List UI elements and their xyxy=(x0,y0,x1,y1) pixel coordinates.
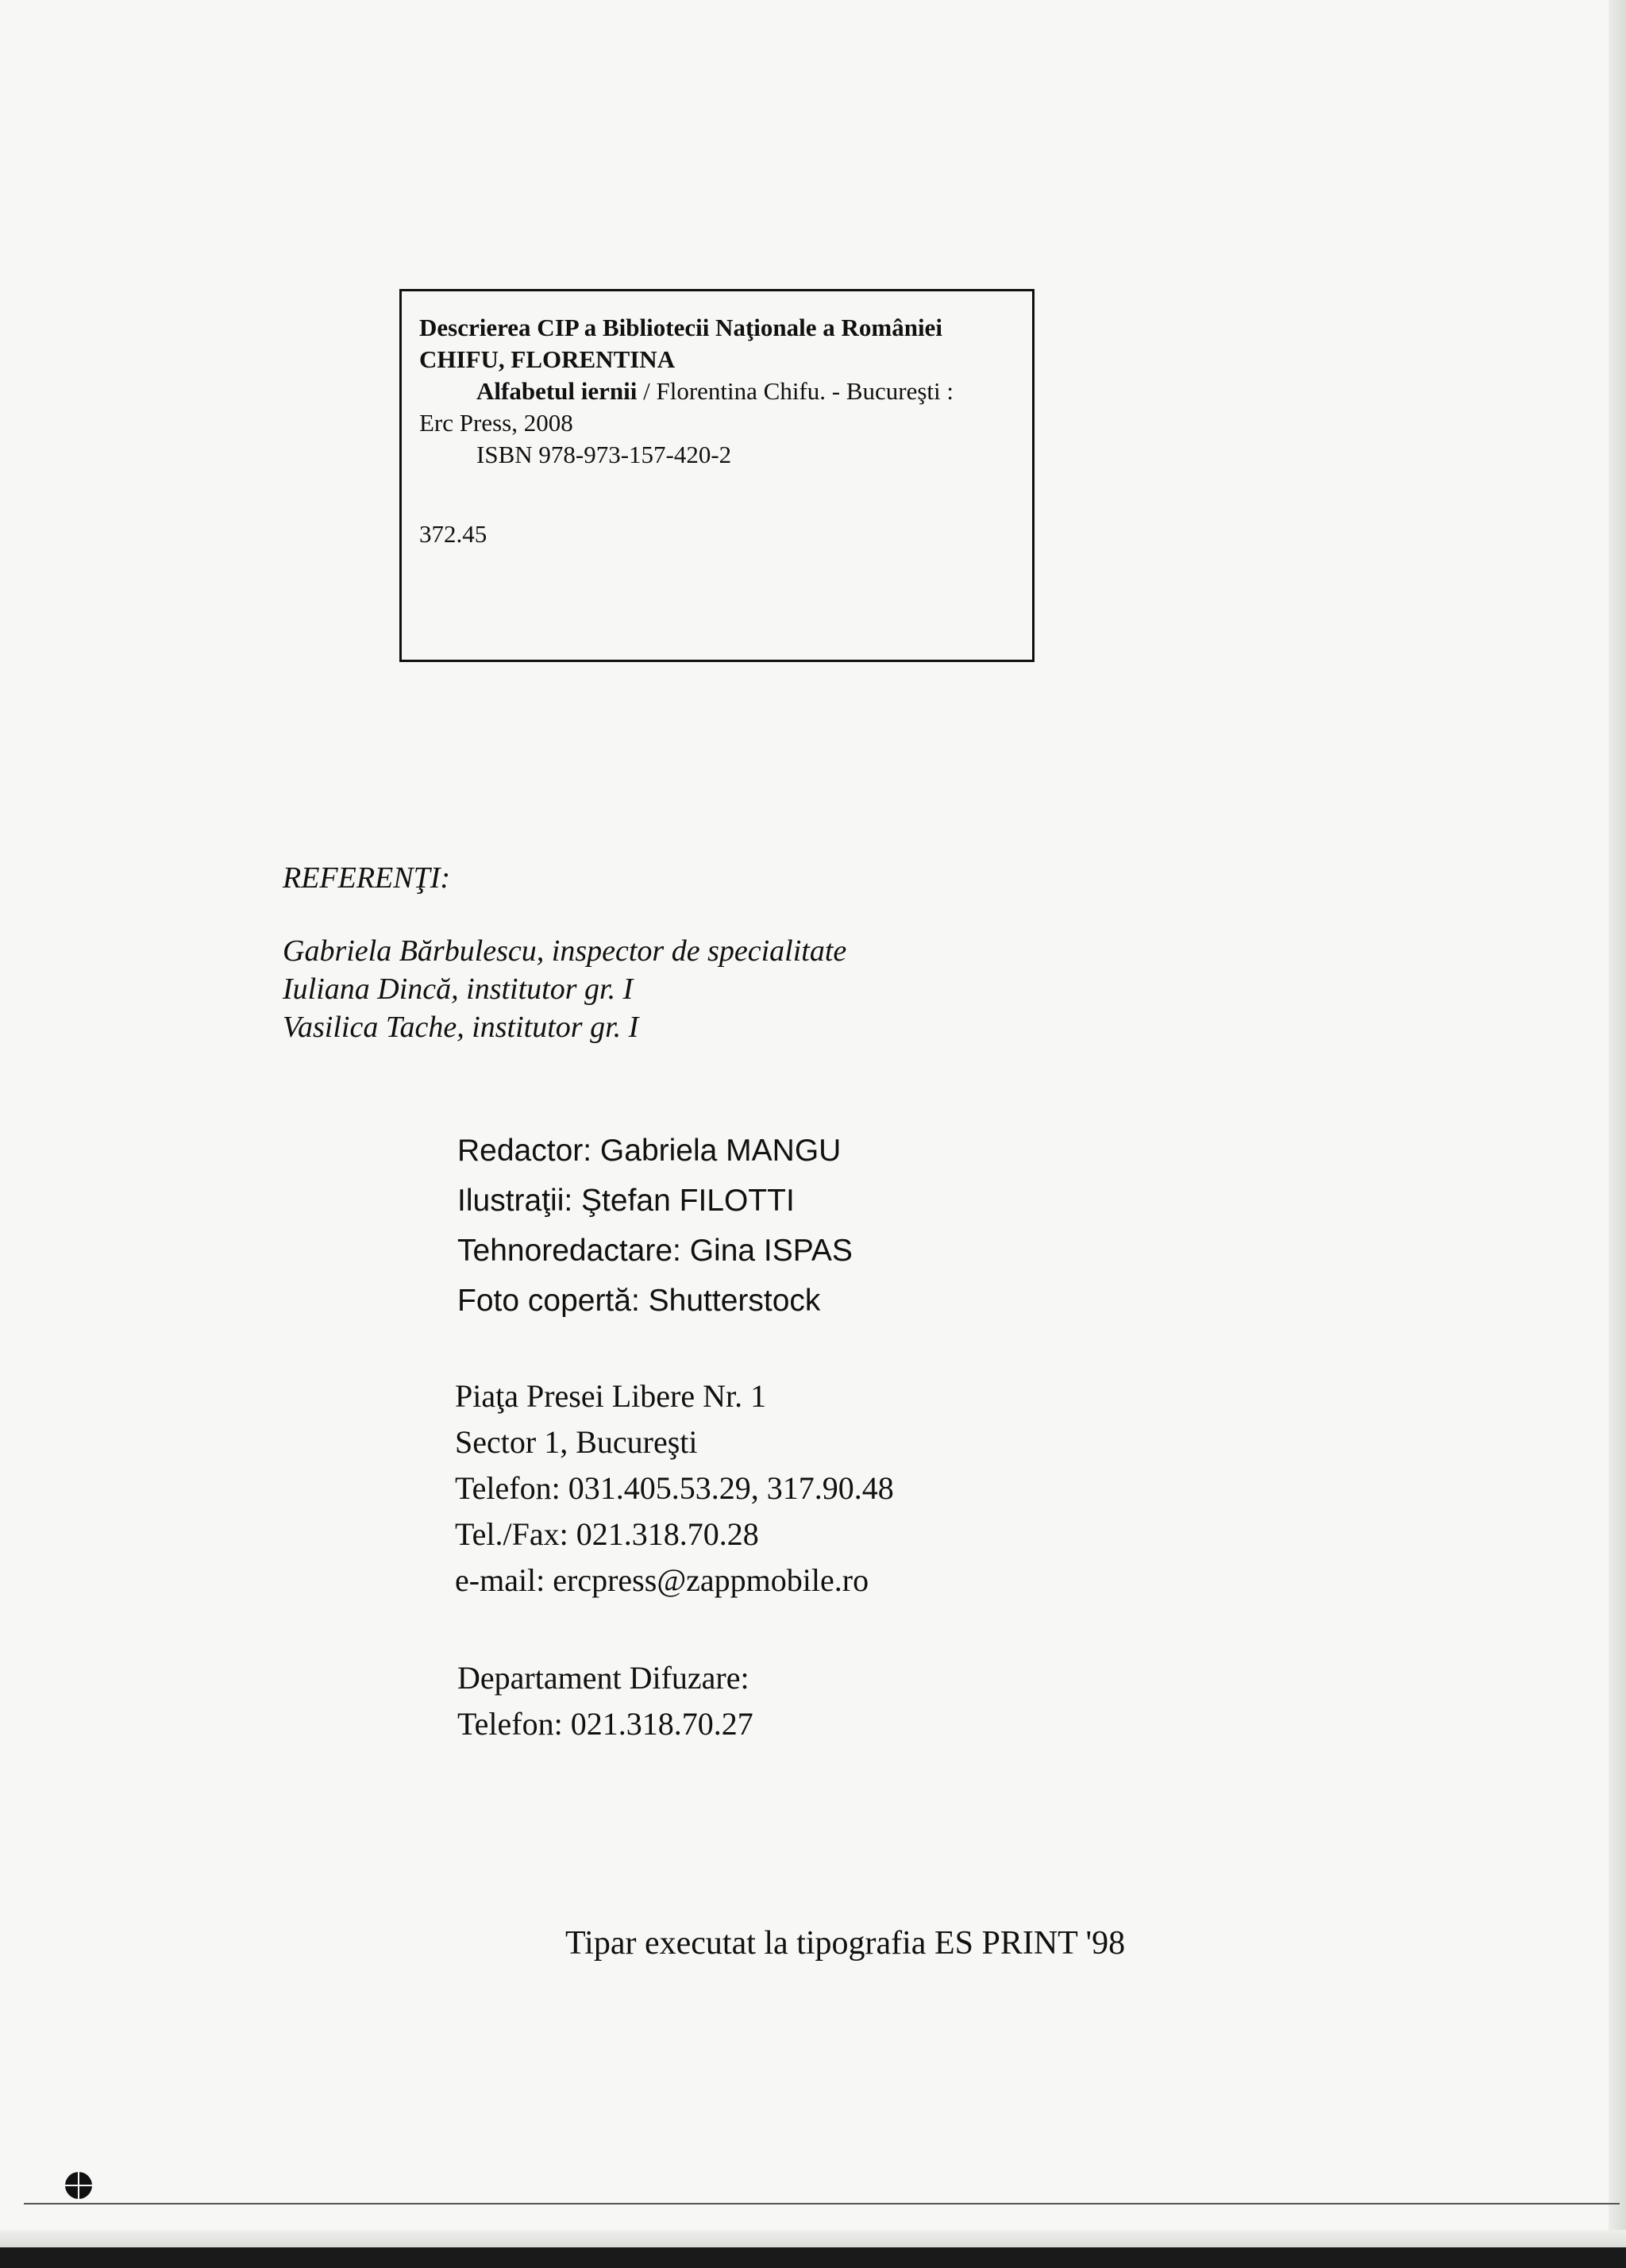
referenti-list xyxy=(283,932,846,1046)
address-street: Piaţa Presei Libere Nr. 1 xyxy=(455,1378,767,1414)
difuzare-section xyxy=(457,1655,753,1747)
printer-note: Tipar executat la tipografia ES PRINT '98 xyxy=(565,1925,1126,1962)
cip-classification: 372.45 xyxy=(419,520,487,548)
address-email: e-mail: ercpress@zappmobile.ro xyxy=(455,1562,869,1598)
address-telefon: Telefon: 031.405.53.29, 317.90.48 xyxy=(455,1470,894,1506)
page-right-edge xyxy=(1609,0,1626,2268)
credit-tehnoredactare: Tehnoredactare: Gina ISPAS xyxy=(457,1234,853,1268)
credit-foto: Foto copertă: Shutterstock xyxy=(457,1284,821,1318)
publisher-address xyxy=(455,1373,894,1604)
cip-heading: Descrierea CIP a Bibliotecii Naţionale a României xyxy=(419,314,942,341)
credit-ilustratii: Ilustraţii: Ştefan FILOTTI xyxy=(457,1184,795,1218)
referenti-heading: REFERENŢI: xyxy=(283,861,451,895)
cip-author: CHIFU, FLORENTINA xyxy=(419,345,676,373)
referent-item: Vasilica Tache, institutor gr. I xyxy=(283,1011,639,1044)
address-fax: Tel./Fax: 021.318.70.28 xyxy=(455,1516,759,1552)
difuzare-telefon: Telefon: 021.318.70.27 xyxy=(457,1706,753,1742)
cip-publisher: Erc Press, 2008 xyxy=(419,409,573,437)
referent-item: Iuliana Dincă, institutor gr. I xyxy=(283,972,634,1006)
credits-section xyxy=(457,1126,853,1326)
page-bottom-edge-line xyxy=(24,2203,1620,2204)
scan-bottom-border xyxy=(0,2247,1626,2268)
address-sector: Sector 1, Bucureşti xyxy=(455,1424,698,1460)
referenti-section xyxy=(283,859,846,1046)
referent-item: Gabriela Bărbulescu, inspector de specialitate xyxy=(283,934,847,968)
credit-redactor: Redactor: Gabriela MANGU xyxy=(457,1134,842,1168)
page-bottom-margin xyxy=(0,2230,1626,2247)
cip-title: Alfabetul iernii xyxy=(476,377,638,405)
cip-isbn: ISBN 978-973-157-420-2 xyxy=(476,441,732,468)
registration-mark-icon xyxy=(65,2172,92,2199)
difuzare-heading: Departament Difuzare: xyxy=(457,1660,749,1696)
cip-description-box xyxy=(399,289,1035,662)
cip-title-rest: / Florentina Chifu. - Bucureşti : xyxy=(637,377,954,405)
cip-title-line xyxy=(419,375,1015,407)
